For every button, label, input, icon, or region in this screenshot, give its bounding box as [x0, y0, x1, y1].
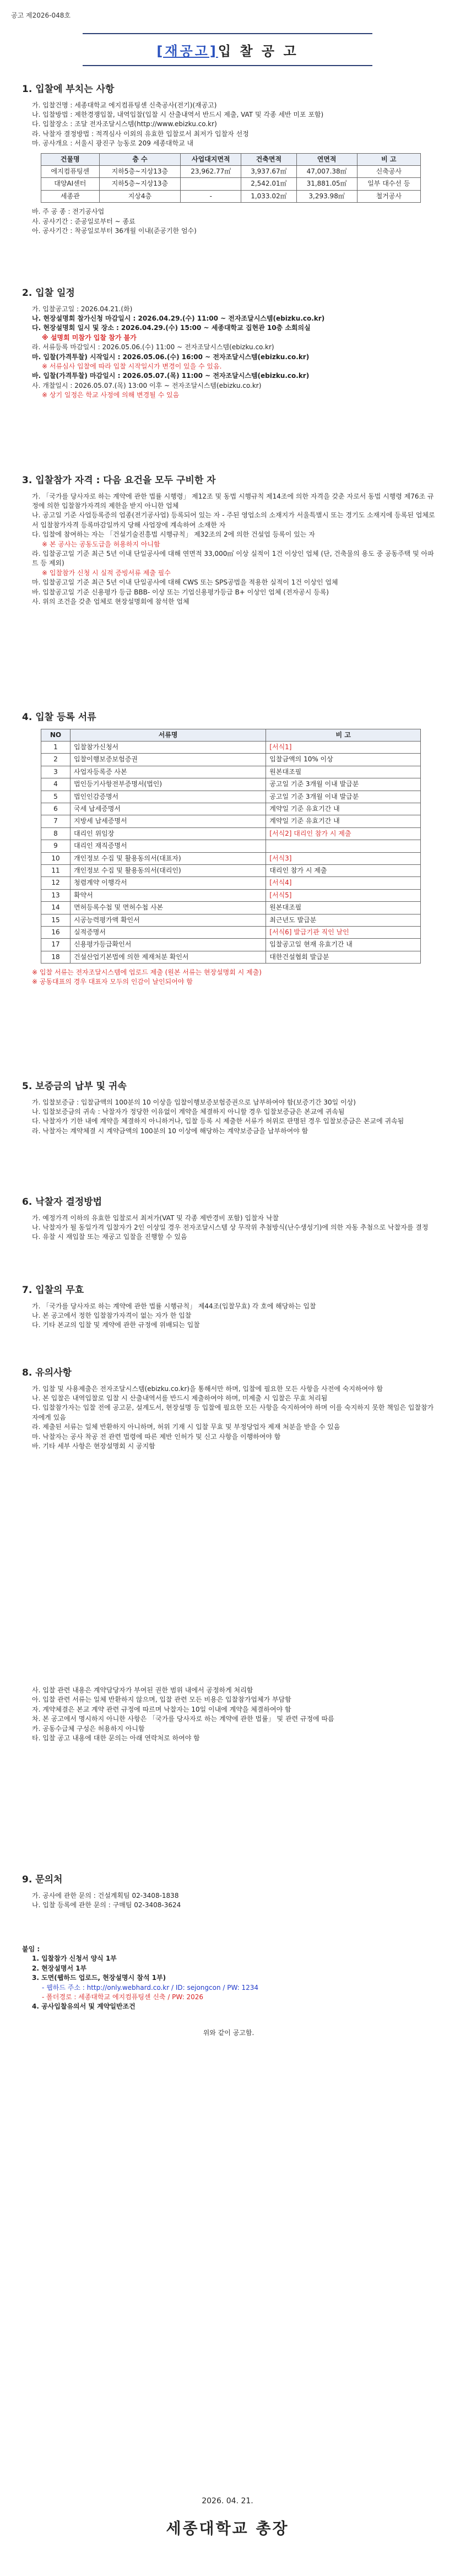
- table-cell: 계약일 기준 유효기간 내: [266, 815, 421, 827]
- table-row: [41, 815, 421, 827]
- s3-line-7: 마. 입찰공고일 기준 최근 5년 이내 단일공사에 대해 CWS 또는 SPS공법을 적용한 실적이 1건 이상인 업체: [32, 578, 338, 587]
- attachments-label: 붙임 :: [22, 1945, 40, 1953]
- section-5-heading: 5. 보증금의 납부 및 귀속: [22, 1081, 127, 1092]
- table-cell: 입찰금액의 10% 이상: [266, 754, 421, 766]
- table-cell: 10: [41, 852, 71, 864]
- table-row: [41, 803, 421, 815]
- table-cell: [서식5]: [266, 889, 421, 901]
- table-cell: 신용평가등급확인서: [71, 939, 266, 951]
- attachments: [22, 1945, 435, 2038]
- s9-line-2: 나. 입찰 등록에 관한 문의 : 구매팀 02-3408-3624: [32, 1901, 181, 1909]
- section-6-heading: 6. 낙찰자 결정방법: [22, 1197, 102, 1208]
- s8-line-2: 나. 본 입찰은 내역입찰로 입찰 시 산출내역서를 반드시 제출하여야 하며, 미제출 시 입찰은 무효 처리됨: [32, 1394, 328, 1403]
- col-header: 비 고: [357, 153, 420, 165]
- table-cell: 세종관: [41, 190, 100, 202]
- col-header: 서류명: [71, 729, 266, 741]
- documents-table: [41, 729, 421, 964]
- table-cell: 2: [41, 754, 71, 766]
- attachment-link[interactable]: - 웹하드 주소 : http://only.webhard.co.kr / ID: sejongcon / PW: 1234: [42, 1983, 259, 1991]
- table-row: [41, 178, 421, 190]
- table-row: [41, 864, 421, 876]
- s1-after-3: 아. 공사기간 : 착공일로부터 36개월 이내(준공기한 엄수): [32, 226, 197, 235]
- table-cell: 지하5층~지상13층: [99, 178, 181, 190]
- s3-line-8: 바. 입찰공고일 기준 신용평가 등급 BBB- 이상 또는 기업신용평가등급 B+ 이상인 업체 (전자공시 등록): [32, 588, 329, 596]
- table-cell: 일부 대수선 등: [357, 178, 420, 190]
- s2-line-5: 라. 서류등록 마감일시 : 2026.05.06.(수) 11:00 ~ 전자조달시스템(ebizku.co.kr): [32, 343, 274, 351]
- table-row: [41, 939, 421, 951]
- table-cell: 대리인 위임장: [71, 827, 266, 840]
- page-title: [156, 42, 298, 61]
- table-cell: 입찰참가신청서: [71, 742, 266, 754]
- table-cell: 2,542.01㎡: [241, 178, 296, 190]
- table-cell: 14: [41, 902, 71, 914]
- s1-after-2: 사. 공사기간 : 준공일로부터 ~ 종료: [32, 217, 136, 225]
- s3-line-1: 가. 「국가를 당사자로 하는 계약에 관한 법률 시행령」 제12조 및 동법 시행규칙 제14조에 의한 자격을 갖춘 자로서 동법 시행령 제76조 규정에 의한 입찰참가자격의 제한을 받지 아니한 업체: [32, 492, 434, 510]
- s5-line-3: 다. 낙찰자가 기한 내에 계약을 체결하지 아니하거나, 입찰 등록 시 제출한 서류가 허위로 판명된 경우 입찰보증금은 본교에 귀속됨: [32, 1117, 404, 1125]
- table-row: [41, 190, 421, 202]
- table-cell: 15: [41, 914, 71, 926]
- title-prefix: [재공고]: [156, 44, 218, 59]
- s8-line-5: 마. 낙찰자는 공사 착공 전 관련 법령에 따른 제반 인허가 및 신고 사항을 이행하여야 함: [32, 1432, 281, 1441]
- s8-line-1: 가. 입찰 및 사용제출은 전자조달시스템(ebizku.co.kr)을 통해서만 하며, 입찰에 필요한 모든 사항을 사전에 숙지하여야 함: [32, 1384, 383, 1393]
- table-row: [41, 754, 421, 766]
- table-cell: 개인정보 수집 및 활용동의서(대표자): [71, 852, 266, 864]
- s8-line-4: 라. 제출된 서류는 일체 반환하지 아니하며, 허위 기재 시 입찰 무효 및 부정당업자 제재 처분을 받을 수 있음: [32, 1423, 340, 1431]
- col-header: 층 수: [99, 153, 181, 165]
- table-cell: 4: [41, 778, 71, 791]
- section-1: [22, 83, 435, 236]
- s1-line-4: 라. 낙찰자 결정방법 : 적격심사 이외의 유효한 입찰로서 최저가 입찰자 선정: [32, 129, 249, 138]
- section-8: [22, 1366, 435, 1451]
- s8-extra-5: 카. 공동수급체 구성은 허용하지 아니함: [32, 1724, 145, 1733]
- table-cell: 건설산업기본법에 의한 제재처분 확인서: [71, 951, 266, 963]
- table-cell: 확약서: [71, 889, 266, 901]
- s4-note-2: ※ 공동대표의 경우 대표자 모두의 인감이 날인되어야 함: [32, 978, 193, 986]
- table-row: [41, 766, 421, 778]
- table-cell: 국세 납세증명서: [71, 803, 266, 815]
- table-cell: 대양AI센터: [41, 178, 100, 190]
- s7-line-1: 가. 「국가를 당사자로 하는 계약에 관한 법률 시행규칙」 제44조(입찰무효) 각 호에 해당하는 입찰: [32, 1302, 316, 1310]
- s3-line-9: 사. 위의 조건을 갖춘 업체로 현장설명회에 참석한 업체: [32, 597, 189, 605]
- table-cell: 실적증명서: [71, 926, 266, 938]
- s2-line-1: 가. 입찰공고일 : 2026.04.21.(화): [32, 305, 133, 313]
- title-rest: 입 찰 공 고: [218, 44, 299, 59]
- s8-line-3: 다. 입찰참가자는 입찰 전에 공고문, 설계도서, 현장설명 등 입찰에 필요한 모든 사항을 숙지하여야 하며 이를 숙지하지 못한 책임은 입찰참가자에게 있음: [32, 1404, 434, 1421]
- section-8-continued: [22, 1686, 435, 1743]
- notice-date: 2026. 04. 21.: [202, 2497, 253, 2505]
- table-cell: 지하5층~지상13층: [99, 165, 181, 177]
- table-row: [41, 914, 421, 926]
- table-cell: 7: [41, 815, 71, 827]
- col-header: 건물명: [41, 153, 100, 165]
- table-row: [41, 840, 421, 852]
- section-6: [22, 1195, 435, 1242]
- table-cell: -: [181, 190, 241, 202]
- section-7: [22, 1284, 435, 1330]
- s8-extra-3: 자. 계약체결은 본교 계약 관련 규정에 따르며 낙찰자는 10일 이내에 계약을 체결하여야 함: [32, 1705, 291, 1713]
- table-cell: 17: [41, 939, 71, 951]
- table-row: [41, 889, 421, 901]
- table-cell: 12: [41, 877, 71, 889]
- attachment-item: 3. 도면(웹하드 업로드, 현장설명시 참석 1부): [32, 1974, 166, 1982]
- notice-number: 공고 제2026-048호: [11, 12, 71, 19]
- table-cell: 원본대조필: [266, 902, 421, 914]
- s2-line-10: ※ 상기 일정은 학교 사정에 의해 변경될 수 있음: [42, 391, 180, 399]
- table-row: [41, 791, 421, 803]
- table-cell: 지방세 납세증명서: [71, 815, 266, 827]
- col-header: 연면적: [296, 153, 357, 165]
- s8-extra-4: 차. 본 공고에서 명시하지 아니한 사항은 「국가를 당사자로 하는 계약에 관한 법률」 및 관련 규정에 따름: [32, 1715, 334, 1723]
- s9-line-1: 가. 공사에 관한 문의 : 건설계획팀 02-3408-1838: [32, 1891, 179, 1899]
- s3-line-2: 나. 공고일 기준 사업등록증의 업종(전기공사업) 등록되어 있는 자 - 주된 영업소의 소재지가 서울특별시 또는 경기도 소재지에 등록된 업체로서 입찰참가자격 등록마감일까지 당해 사업장에 계속하여 소재한 자: [32, 511, 435, 529]
- table-cell: 입찰공고일 현재 유효기간 내: [266, 939, 421, 951]
- table-cell: 사업자등록증 사본: [71, 766, 266, 778]
- section-3: [22, 474, 435, 607]
- attachment-folder: - 폴더경로 : 세종대학교 에지컴퓨팅센 신축 / PW: 2026: [42, 1993, 203, 2001]
- table-cell: 11: [41, 864, 71, 876]
- signer: 세종대학교 총장: [166, 2519, 289, 2537]
- table-cell: 47,007.38㎡: [296, 165, 357, 177]
- table-cell: 31,881.05㎡: [296, 178, 357, 190]
- table-cell: 18: [41, 951, 71, 963]
- table-cell: 시공능력평가액 확인서: [71, 914, 266, 926]
- s2-line-7: ※ 서류심사 입찰에 따라 입찰 시작일시가 변경이 있을 수 있음.: [42, 362, 222, 370]
- title-box: [83, 33, 372, 66]
- table-cell: 3,293.98㎡: [296, 190, 357, 202]
- table-cell: 신축공사: [357, 165, 420, 177]
- table-cell: 법인등기사항전부증명서(법인): [71, 778, 266, 791]
- s7-line-3: 다. 기타 본교의 입찰 및 계약에 관한 규정에 위배되는 입찰: [32, 1321, 200, 1329]
- section-3-heading: 3. 입찰참가 자격 : 다음 요건을 모두 구비한 자: [22, 475, 216, 486]
- table-cell: [181, 178, 241, 190]
- table-cell: [서식3]: [266, 852, 421, 864]
- table-cell: 에지컴퓨팅센: [41, 165, 100, 177]
- s2-line-3: 다. 현장설명회 일시 및 장소 : 2026.04.29.(수) 15:00 ~ 세종대학교 집현관 10층 소회의실: [32, 324, 311, 332]
- s1-line-1: 가. 입찰건명 : 세종대학교 에지컴퓨팅센 신축공사(전기)(재공고): [32, 101, 217, 109]
- s5-line-4: 라. 낙찰자는 계약체결 시 계약금액의 100분의 10 이상에 해당하는 계약보증금을 납부하여야 함: [32, 1127, 308, 1135]
- s4-note-1: ※ 입찰 서류는 전자조달시스템에 업로드 제출 (원본 서류는 현장설명회 시 제출): [32, 968, 262, 977]
- attachment-item: 1. 입찰참가 신청서 양식 1부: [32, 1955, 117, 1963]
- table-row: [41, 926, 421, 938]
- s8-extra-1: 사. 입찰 관련 내용은 계약담당자가 부여된 권한 범위 내에서 공정하게 처리함: [32, 1686, 253, 1694]
- table-row: [41, 827, 421, 840]
- table-cell: [서식1]: [266, 742, 421, 754]
- s3-line-4: ※ 본 공사는 공동도급을 허용하지 아니함: [42, 540, 160, 548]
- table-header-row: [41, 729, 421, 741]
- s3-line-5: 라. 입찰공고일 기준 최근 5년 이내 단일공사에 대해 연면적 33,000㎡ 이상 실적이 1건 이상인 업체 (단, 건축물의 용도 중 공동주택 및 아파트 등 제외): [32, 549, 434, 567]
- table-cell: 계약일 기준 유효기간 내: [266, 803, 421, 815]
- s1-line-3: 다. 입찰장소 : 조달 전자조달시스템(http://www.ebizku.co.kr): [32, 120, 217, 128]
- s6-line-2: 나. 낙찰자가 될 동일가격 입찰자가 2인 이상일 경우 전자조달시스템 상 무작위 추첨방식(난수생성기)에 의한 자동 추첨으로 낙찰자를 결정: [32, 1224, 429, 1232]
- building-table: [41, 153, 421, 203]
- section-9: [22, 1873, 435, 1910]
- section-8-heading: 8. 유의사항: [22, 1367, 72, 1378]
- s8-extra-6: 타. 입찰 공고 내용에 대한 문의는 아래 연락처로 하여야 함: [32, 1734, 200, 1742]
- section-5: [22, 1080, 435, 1136]
- table-cell: 8: [41, 827, 71, 840]
- table-cell: 최근년도 발급분: [266, 914, 421, 926]
- documents-table-body: [41, 742, 421, 964]
- s2-line-4: ※ 설명회 미참가 입찰 참가 불가: [42, 333, 137, 342]
- s8-extra-2: 아. 입찰 관련 서류는 일체 반환하지 않으며, 입찰 관련 모든 비용은 입찰참가업체가 부담함: [32, 1696, 291, 1704]
- attachment-item: 2. 현장설명서 1부: [32, 1964, 87, 1972]
- s1-line-5: 마. 공사개요 : 서울시 광진구 능동로 209 세종대학교 내: [32, 139, 194, 148]
- table-row: [41, 951, 421, 963]
- s6-line-3: 다. 유찰 시 재입찰 또는 재공고 입찰을 진행할 수 있음: [32, 1233, 187, 1241]
- s2-line-8: 바. 입찰(가격투찰) 마감일시 : 2026.05.07.(목) 11:00 ~ 전자조달시스템(ebizku.co.kr): [32, 372, 310, 380]
- section-4: [22, 711, 435, 987]
- table-header-row: [41, 153, 421, 165]
- col-header: 사업대지면적: [181, 153, 241, 165]
- section-9-heading: 9. 문의처: [22, 1874, 63, 1885]
- table-cell: 법인인감증명서: [71, 791, 266, 803]
- table-cell: 6: [41, 803, 71, 815]
- table-cell: [서식2] 대리인 참가 시 제출: [266, 827, 421, 840]
- table-cell: [서식4]: [266, 877, 421, 889]
- table-cell: 지상4층: [99, 190, 181, 202]
- table-cell: 3,937.67㎡: [241, 165, 296, 177]
- table-cell: 16: [41, 926, 71, 938]
- s3-line-6: ※ 입찰참가 신청 시 실적 증빙서류 제출 필수: [42, 569, 171, 577]
- table-cell: 대한건설협회 발급분: [266, 951, 421, 963]
- table-row: [41, 778, 421, 791]
- table-row: [41, 877, 421, 889]
- s2-line-6: 마. 입찰(가격투찰) 시작일시 : 2026.05.06.(수) 16:00 ~ 전자조달시스템(ebizku.co.kr): [32, 353, 310, 361]
- table-row: [41, 902, 421, 914]
- section-1-heading: 1. 입찰에 부치는 사항: [22, 84, 115, 95]
- table-row: [41, 852, 421, 864]
- table-cell: 대리인 재직증명서: [71, 840, 266, 852]
- table-row: [41, 165, 421, 177]
- table-cell: 9: [41, 840, 71, 852]
- col-header: 비 고: [266, 729, 421, 741]
- table-cell: 철거공사: [357, 190, 420, 202]
- s1-line-2: 나. 입찰방법 : 제한경쟁입찰, 내역입찰(입찰 시 산출내역서 반드시 제출, VAT 및 각종 세반 미포 포함): [32, 111, 324, 119]
- s5-line-2: 나. 입찰보증금의 귀속 : 낙찰자가 정당한 이유없이 계약을 체결하지 아니할 경우 입찰보증금은 본교에 귀속됨: [32, 1108, 345, 1116]
- section-7-heading: 7. 입찰의 무효: [22, 1285, 84, 1296]
- table-row: [41, 742, 421, 754]
- table-cell: 13: [41, 889, 71, 901]
- s1-after-1: 바. 주 공 종 : 전기공사업: [32, 208, 105, 216]
- table-cell: 23,962.77㎡: [181, 165, 241, 177]
- section-4-heading: 4. 입찰 등록 서류: [22, 712, 96, 723]
- s5-line-1: 가. 입찰보증금 : 입찰금액의 100분의 10 이상을 입찰이행보증보험증권으로 납부하여야 함(보증기간 30일 이상): [32, 1098, 356, 1106]
- table-cell: 면허등록수첩 및 면허수첩 사본: [71, 902, 266, 914]
- table-cell: 입찰이행보증보험증권: [71, 754, 266, 766]
- section-2-heading: 2. 입찰 일정: [22, 288, 75, 299]
- table-cell: 공고일 기준 3개월 이내 발급분: [266, 778, 421, 791]
- section-2: [22, 286, 435, 401]
- s3-line-3: 다. 입찰에 참여하는 자는 「건설기술진흥법 시행규칙」 제32조의 2에 의한 건설업 등록이 있는 자: [32, 531, 315, 539]
- s2-line-9: 사. 개찰일시 : 2026.05.07.(목) 13:00 이후 ~ 전자조달시스템(ebizku.co.kr): [32, 381, 262, 389]
- table-cell: [서식6] 발급기관 직인 날인: [266, 926, 421, 938]
- table-cell: 1,033.02㎡: [241, 190, 296, 202]
- table-cell: 공고일 기준 3개월 이내 발급분: [266, 791, 421, 803]
- table-cell: [266, 840, 421, 852]
- s2-line-2: 나. 현장설명회 참가신청 마감일시 : 2026.04.29.(수) 11:00 ~ 전자조달시스템(ebizku.co.kr): [32, 315, 325, 323]
- table-cell: 3: [41, 766, 71, 778]
- table-cell: 대리인 참가 시 제출: [266, 864, 421, 876]
- table-cell: 원본대조필: [266, 766, 421, 778]
- table-cell: 청렴계약 이행각서: [71, 877, 266, 889]
- col-header: NO: [41, 729, 71, 741]
- s6-line-1: 가. 예정가격 이하의 유효한 입찰로서 최저가(VAT 및 각종 제반경비 포함) 입찰자 낙찰: [32, 1214, 279, 1222]
- table-cell: 1: [41, 742, 71, 754]
- table-cell: 5: [41, 791, 71, 803]
- attachment-item: 4. 공사입찰유의서 및 계약일반조건: [32, 2003, 136, 2011]
- s8-line-6: 바. 기타 세부 사항은 현장설명회 시 공지함: [32, 1442, 155, 1450]
- s7-line-2: 나. 본 공고에서 정한 입찰참가자격이 없는 자가 한 입찰: [32, 1312, 192, 1320]
- col-header: 건축면적: [241, 153, 296, 165]
- table-cell: 개인정보 수집 및 활용동의서(대리인): [71, 864, 266, 876]
- closing-text: 위와 같이 공고함.: [203, 2028, 254, 2037]
